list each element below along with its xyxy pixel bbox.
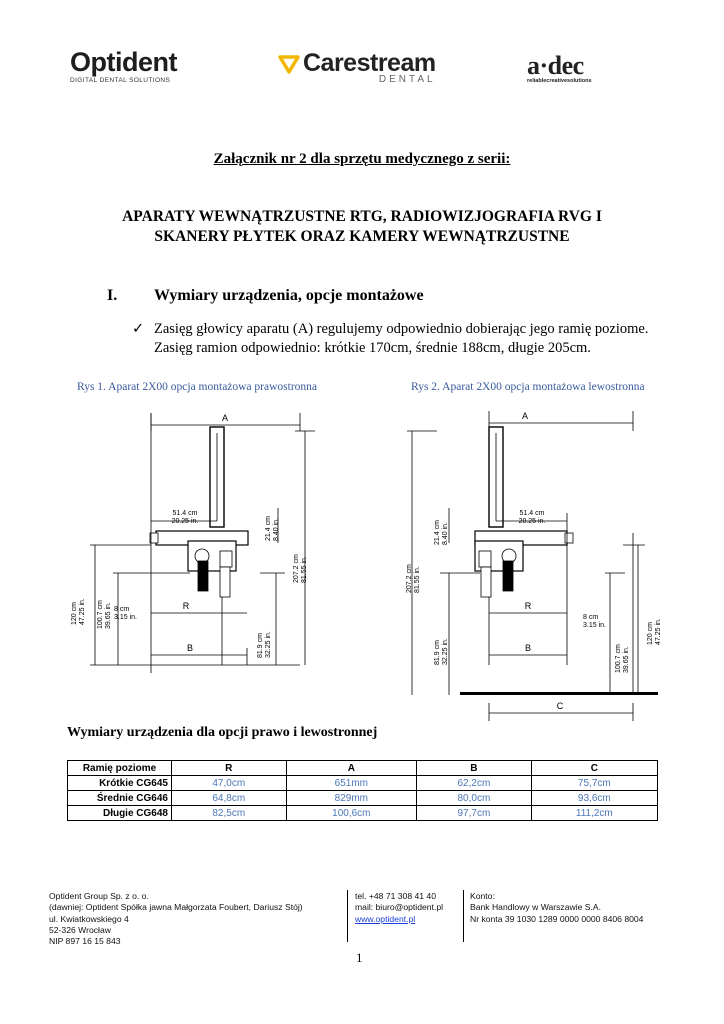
bullet-line1: Zasięg głowicy aparatu (A) regulujemy odpowiednio dobierając jego ramię poziome. (154, 321, 649, 337)
footer-company-line: (dawniej: Optident Spółka jawna Małgorzata Foubert, Dariusz Stój) (49, 902, 303, 913)
footer-bank-line: Bank Handlowy w Warszawie S.A. (470, 902, 602, 913)
table-row (68, 791, 658, 806)
column-header: Ramię poziome (68, 761, 172, 776)
fig1-label-214in: 8.40 in. (273, 518, 280, 541)
footer-mail: mail: biuro@optident.pl (355, 902, 444, 913)
row-header: Średnie CG646 (68, 791, 172, 806)
cell-value: 111,2cm (531, 806, 657, 821)
fig2-label-8cm: 8 cm (583, 614, 599, 621)
fig2-label-8in: 3.15 in. (583, 622, 606, 629)
footer-contact (355, 891, 443, 925)
fig1-label-819in: 32.25 in. (265, 631, 272, 658)
fig1-label-1007in: 39.65 in. (105, 602, 112, 629)
section-number: I. (107, 287, 118, 304)
table-row (68, 806, 658, 821)
bullet-item (132, 320, 648, 358)
fig2-label-2072in: 81.55 in. (414, 566, 421, 593)
cell-value: 75,7cm (531, 776, 657, 791)
cell-value: 47,0cm (172, 776, 287, 791)
fig2-label-514cm: 51.4 cm (519, 510, 545, 517)
fig2-label-B: B (524, 643, 532, 653)
footer-divider (463, 890, 464, 942)
fig1-label-819cm: 81.9 cm (257, 633, 264, 658)
figure2-caption: Rys 2. Aparat 2X00 opcja montażowa lewostronna (411, 381, 645, 393)
fig2-label-120in: 47.25 in. (655, 618, 662, 645)
fig2-label-R: R (524, 601, 532, 611)
fig2-label-514in: 20.25 in. (518, 518, 546, 525)
footer-company-line: Optident Group Sp. z o. o. (49, 891, 149, 901)
adec-logo-tagline: reliablecreativesolutions (527, 78, 592, 84)
column-header: C (531, 761, 657, 776)
fig1-label-120cm: 120 cm (71, 602, 78, 625)
fig2-label-819cm: 81.9 cm (434, 640, 441, 665)
fig1-label-1007cm: 100.7 cm (97, 600, 104, 629)
fig2-label-819in: 32.25 in. (442, 638, 449, 665)
adec-logo-name: a·dec (527, 51, 584, 80)
optident-logo-tagline: DIGITAL DENTAL SOLUTIONS (70, 77, 171, 84)
cell-value: 651mm (286, 776, 417, 791)
document-title-line2: SKANERY PŁYTEK ORAZ KAMERY WEWNĄTRZUSTNE (154, 228, 570, 245)
cell-value: 64,8cm (172, 791, 287, 806)
figure2-drawing (395, 403, 685, 723)
column-header: B (417, 761, 532, 776)
table-heading: Wymiary urządzenia dla opcji prawo i lewostronnej (67, 725, 378, 740)
fig1-label-R: R (182, 601, 190, 611)
cell-value: 93,6cm (531, 791, 657, 806)
cell-value: 62,2cm (417, 776, 532, 791)
fig2-label-120cm: 120 cm (647, 622, 654, 645)
fig1-label-A: A (221, 413, 229, 423)
row-header: Krótkie CG645 (68, 776, 172, 791)
cell-value: 80,0cm (417, 791, 532, 806)
fig2-label-C: C (556, 701, 564, 711)
document-title-line1: APARATY WEWNĄTRZUSTNE RTG, RADIOWIZJOGRAFIA RVG I (122, 208, 602, 225)
fig1-label-2072cm: 207.2 cm (293, 554, 300, 583)
footer-bank (470, 891, 643, 925)
figure1-caption: Rys 1. Aparat 2X00 opcja montażowa prawostronna (77, 381, 318, 393)
fig2-label-214in: 8.40 in. (442, 522, 449, 545)
bullet-line2: Zasięg ramion odpowiednio: krótkie 170cm, średnie 188cm, długie 205cm. (154, 340, 591, 356)
fig2-label-2072cm: 207.2 cm (406, 564, 413, 593)
footer-company-line: ul. Kwiatkowskiego 4 (49, 913, 129, 924)
optident-logo-name: Optident (70, 47, 177, 77)
row-header: Długie CG648 (68, 806, 172, 821)
column-header: A (286, 761, 417, 776)
section-heading (107, 287, 424, 305)
footer-divider (347, 890, 348, 942)
cell-value: 82,5cm (172, 806, 287, 821)
adec-logo (527, 51, 592, 84)
fig1-label-514cm: 51.4 cm (172, 510, 198, 517)
footer-website-link[interactable]: www.optident.pl (355, 913, 416, 924)
footer-company (49, 891, 303, 947)
dimensions-table (67, 760, 658, 821)
fig1-label-8in: 3.15 in. (114, 614, 137, 621)
page-number: 1 (356, 950, 363, 965)
optident-logo (70, 48, 177, 84)
cell-value: 97,7cm (417, 806, 532, 821)
carestream-logo-name: Carestream (303, 49, 436, 77)
column-header: R (172, 761, 287, 776)
fig2-label-A: A (521, 411, 529, 421)
fig2-label-1007in: 39.65 in. (623, 646, 630, 673)
cell-value: 829mm (286, 791, 417, 806)
footer-bank-line: Konto: (470, 891, 495, 901)
footer-company-line: 52-326 Wrocław (49, 924, 111, 935)
fig1-label-514in: 20.25 in. (171, 518, 199, 525)
fig1-label-8cm: 8 cm (114, 606, 130, 613)
footer-company-line: NIP 897 16 15 843 (49, 936, 121, 947)
fig1-label-214cm: 21.4 cm (265, 516, 272, 541)
document-title (0, 207, 724, 247)
footer-phone: tel. +48 71 308 41 40 (355, 891, 436, 901)
annex-title: Załącznik nr 2 dla sprzętu medycznego z serii: (213, 151, 511, 167)
fig2-label-1007cm: 100.7 cm (615, 644, 622, 673)
cell-value: 100,6cm (286, 806, 417, 821)
fig1-label-2072in: 81.55 in. (301, 556, 308, 583)
carestream-logo-sub: DENTAL (378, 74, 436, 85)
carestream-logo (278, 50, 436, 85)
footer-bank-line: Nr konta 39 1030 1289 0000 0000 8406 8004 (470, 913, 644, 924)
section-title: Wymiary urządzenia, opcje montażowe (154, 287, 424, 304)
fig1-label-B: B (186, 643, 194, 653)
table-header-row (68, 761, 658, 776)
checkmark-icon: ✓ (132, 321, 145, 337)
carestream-mark-icon (278, 52, 300, 74)
figure1-drawing (40, 403, 330, 703)
fig1-label-120in: 47.25 in. (79, 598, 86, 625)
fig2-label-214cm: 21.4 cm (434, 520, 441, 545)
table-row (68, 776, 658, 791)
